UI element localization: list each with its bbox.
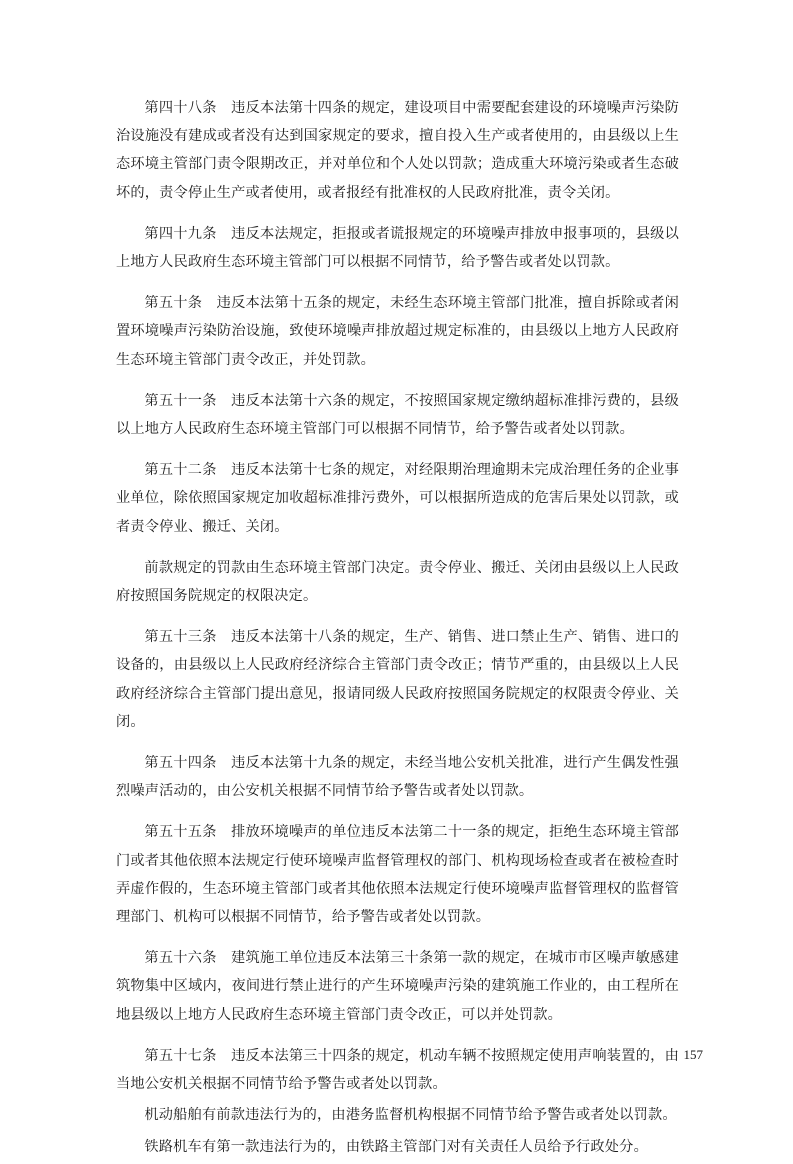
article-54: 第五十四条 违反本法第十九条的规定，未经当地公安机关批准，进行产生偶发性强烈噪声活动的，由公安机关根据不同情节给予警告或者处以罚款。 (116, 755, 679, 800)
article-57-paragraph-3: 铁路机车有第一款违法行为的，由铁路主管部门对有关责任人员给予行政处分。 (144, 1138, 648, 1155)
article-57: 第五十七条 违反本法第三十四条的规定，机动车辆不按照规定使用声响装置的，由当地公安机关根据不同情节给予警告或者处以罚款。 (116, 1047, 679, 1093)
article-56: 第五十六条 建筑施工单位违反本法第三十条第一款的规定，在城市市区噪声敏感建筑物集中区域内，夜间进行禁止进行的产生环境噪声污染的建筑施工作业的，由工程所在地县级以上地方人民政府生态环境主管部门责令改正，可以并处罚款。 (116, 950, 679, 1023)
article-52-paragraph-2: 前款规定的罚款由生态环境主管部门决定。责令停业、搬迁、关闭由县级以上人民政府按照国务院规定的权限决定。 (116, 559, 679, 605)
article-51: 第五十一条 违反本法第十六条的规定，不按照国家规定缴纳超标准排污费的，县级以上地方人民政府生态环境主管部门可以根据不同情节，给予警告或者处以罚款。 (116, 392, 679, 438)
article-49: 第四十九条 违反本法规定，拒报或者谎报规定的环境噪声排放申报事项的，县级以上地方人民政府生态环境主管部门可以根据不同情节，给予警告或者处以罚款。 (116, 225, 679, 271)
article-55: 第五十五条 排放环境噪声的单位违反本法第二十一条的规定，拒绝生态环境主管部门或者其他依照本法规定行使环境噪声监督管理权的部门、机构现场检查或者在被检查时弄虚作假的，生态环境主管部门或者其他依照本法规定行使环境噪声监督管理权的监督管理部门、机构可以根据不同情节，给予警告或者处以罚款。 (116, 824, 679, 926)
article-48: 第四十八条 违反本法第十四条的规定，建设项目中需要配套建设的环境噪声污染防治设施没有建成或者没有达到国家规定的要求，擅自投入生产或者使用的，由县级以上生态环境主管部门责令限期改正，并对单位和个人处以罚款；造成重大环境污染或者生态破坏的，责令停止生产或者使用，或者报经有批准权的人民政府批准，责令关闭。 (116, 100, 679, 201)
document-body (116, 94, 679, 1164)
article-50: 第五十条 违反本法第十五条的规定，未经生态环境主管部门批准，擅自拆除或者闲置环境噪声污染防治设施，致使环境噪声排放超过规定标准的，由县级以上地方人民政府生态环境主管部门责令改正，并处罚款。 (116, 295, 679, 368)
article-53: 第五十三条 违反本法第十八条的规定，生产、销售、进口禁止生产、销售、进口的设备的，由县级以上人民政府经济综合主管部门责令改正；情节严重的，由县级以上人民政府经济综合主管部门提出意见，报请同级人民政府按照国务院规定的权限责令停业、关闭。 (116, 629, 679, 730)
page-number: 157 (683, 1047, 703, 1062)
article-52: 第五十二条 违反本法第十七条的规定，对经限期治理逾期未完成治理任务的企业事业单位，除依照国家规定加收超标准排污费外，可以根据所造成的危害后果处以罚款，或者责令停业、搬迁、关闭。 (116, 462, 679, 535)
article-57-paragraph-2: 机动船舶有前款违法行为的，由港务监督机构根据不同情节给予警告或者处以罚款。 (144, 1107, 677, 1124)
